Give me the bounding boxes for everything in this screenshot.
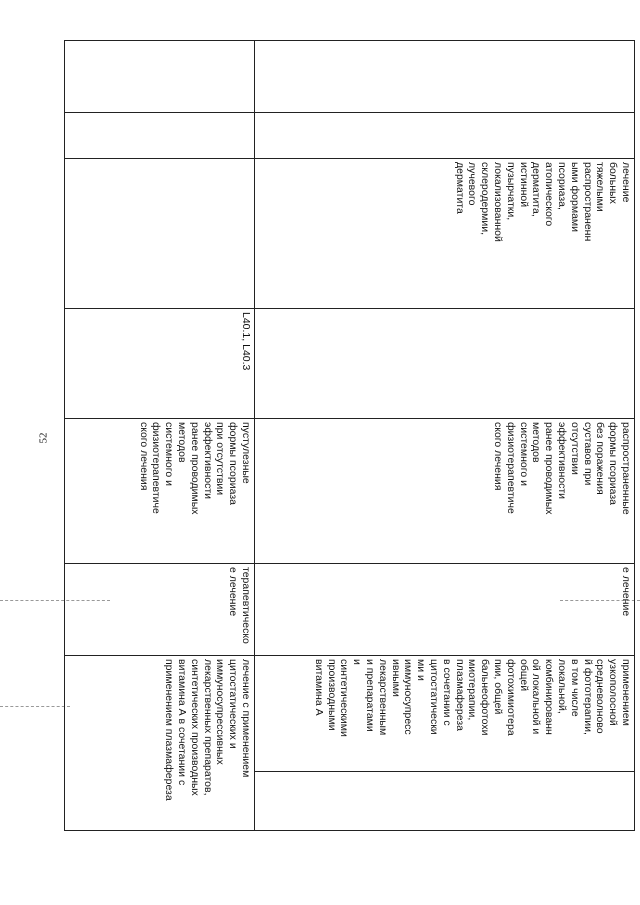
table-cell-indication: распространенные формы псориаза без поражения суставов при отсутствии эффективности ранее проводимых методов системного и физиотерапевтиче ского лечения [255,419,635,564]
table-row [255,41,635,831]
table-cell [65,41,255,113]
table-cell-condition: лечение больных тяжелыми распространенн ыми формами псориаза, атопического дерматита, истинной пузырчатки, локализованной склеродермии, лучевого дерматита [255,159,635,309]
table-cell-code [255,309,635,419]
table-cell-method: лечение с применением цитостатических и иммуносупрессивных лекарственных препаратов, синтетических производных витамина А в сочетании с применением плазмафереза [65,656,255,831]
table-cell [255,41,635,113]
treatment-table [64,40,635,831]
scan-fold-mark-lower [0,706,70,707]
table-cell-treatment-type: е лечение [255,564,635,656]
table-cell-treatment-type: терапевтическо е лечение [65,564,255,656]
table-row [65,41,255,831]
table-cell-code: L40.1, L40.3 [65,309,255,419]
table-cell [65,113,255,159]
rotated-table-frame [65,40,635,830]
table-cell [255,113,635,159]
table-cell-indication: пустулезные формы псориаза при отсутствии эффективности ранее проводимых методов системного и физиотерапевтиче ского лечения [65,419,255,564]
page-number: 52 [37,432,50,444]
table-cell-method: применением узкополосной средневолново й фототерапии, в том числе локальной, комбинированн ой локальной и общей фотохимиотера пии, общей бальнеофотохи миотерапии, плазмафереза в сочетании с цитостатически ми и иммуносупресс ивными лекарственным и препаратами и синтетическими производными витамина А [255,656,635,772]
table-cell [255,772,635,831]
table-cell-condition [65,159,255,309]
